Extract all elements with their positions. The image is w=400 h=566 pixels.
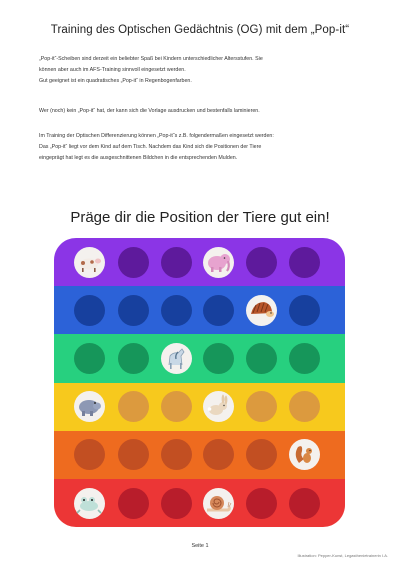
rabbit-icon <box>203 391 234 422</box>
pop-it-bubble <box>118 439 149 470</box>
pop-it-bubble <box>203 439 234 470</box>
pop-it-row <box>54 286 345 334</box>
intro-line: „Pop-it“-Scheiben sind derzeit ein beliebter Spaß bei Kindern unterschiedlicher Altersstufen. Sie <box>39 56 263 62</box>
pop-it-bubble <box>289 295 320 326</box>
animal-hole <box>161 343 192 374</box>
illustration-credit: Illustration: Pepper-Kunst, Legasthenietrainerin I.A. <box>297 553 388 558</box>
pop-it-bubble <box>246 247 277 278</box>
pop-it-bubble <box>203 295 234 326</box>
pop-it-bubble <box>246 391 277 422</box>
pop-it-bubble <box>246 439 277 470</box>
pop-it-row <box>54 479 345 527</box>
pop-it-row <box>54 431 345 479</box>
pop-it-bubble <box>161 488 192 519</box>
elephant-icon <box>203 247 234 278</box>
pop-it-bubble <box>161 295 192 326</box>
pop-it-bubble <box>74 343 105 374</box>
pop-it-bubble <box>161 391 192 422</box>
page-number: Seite 1 <box>191 543 209 549</box>
pop-it-row <box>54 383 345 431</box>
animal-hole <box>203 391 234 422</box>
intro-line: können aber auch im AFS-Training sinnvoll eingesetzt werden. <box>39 67 186 73</box>
pop-it-bubble <box>74 439 105 470</box>
pop-it-row <box>54 238 345 286</box>
pop-it-bubble <box>289 391 320 422</box>
note-paragraph <box>39 106 369 117</box>
training-line: eingeprägt hat legt es die ausgeschnittenen Bildchen in die entsprechenden Mulden. <box>39 155 238 161</box>
animal-hole <box>74 488 105 519</box>
intro-line: Gut geeignet ist ein quadratisches „Pop-it“ in Regenbogenfarben. <box>39 78 192 84</box>
snail-icon <box>203 488 234 519</box>
animal-hole <box>74 247 105 278</box>
squirrel-icon <box>289 439 320 470</box>
board-heading: Präge dir die Position der Tiere gut ein! <box>70 209 330 226</box>
animal-hole <box>74 391 105 422</box>
pop-it-bubble <box>118 247 149 278</box>
pop-it-bubble <box>246 343 277 374</box>
pop-it-bubble <box>203 343 234 374</box>
pop-it-bubble <box>161 247 192 278</box>
pop-it-board <box>54 238 345 527</box>
pop-it-bubble <box>118 488 149 519</box>
training-line: Im Training der Optischen Differenzierung können „Pop-it“s z.B. folgendermaßen eingesetzt werden: <box>39 133 274 139</box>
frog-icon <box>74 488 105 519</box>
cow-icon <box>74 247 105 278</box>
pop-it-bubble <box>118 295 149 326</box>
pop-it-bubble <box>118 391 149 422</box>
hedgehog-icon <box>246 295 277 326</box>
pop-it-bubble <box>289 247 320 278</box>
horse-icon <box>161 343 192 374</box>
hippo-icon <box>74 391 105 422</box>
training-paragraph <box>39 131 369 164</box>
page-title: Training des Optischen Gedächtnis (OG) mit dem „Pop-it“ <box>50 24 350 36</box>
pop-it-bubble <box>118 343 149 374</box>
intro-paragraph <box>39 54 369 87</box>
animal-hole <box>289 439 320 470</box>
animal-hole <box>246 295 277 326</box>
animal-hole <box>203 247 234 278</box>
note-line: Wer (noch) kein „Pop-it“ hat, der kann sich die Vorlage ausdrucken und bestenfalls laminieren. <box>39 108 260 114</box>
pop-it-bubble <box>289 343 320 374</box>
animal-hole <box>203 488 234 519</box>
training-line: Das „Pop-it“ liegt vor dem Kind auf dem Tisch. Nachdem das Kind sich die Positionen der Tiere <box>39 144 262 150</box>
pop-it-bubble <box>289 488 320 519</box>
pop-it-bubble <box>161 439 192 470</box>
pop-it-bubble <box>246 488 277 519</box>
pop-it-row <box>54 334 345 382</box>
pop-it-bubble <box>74 295 105 326</box>
